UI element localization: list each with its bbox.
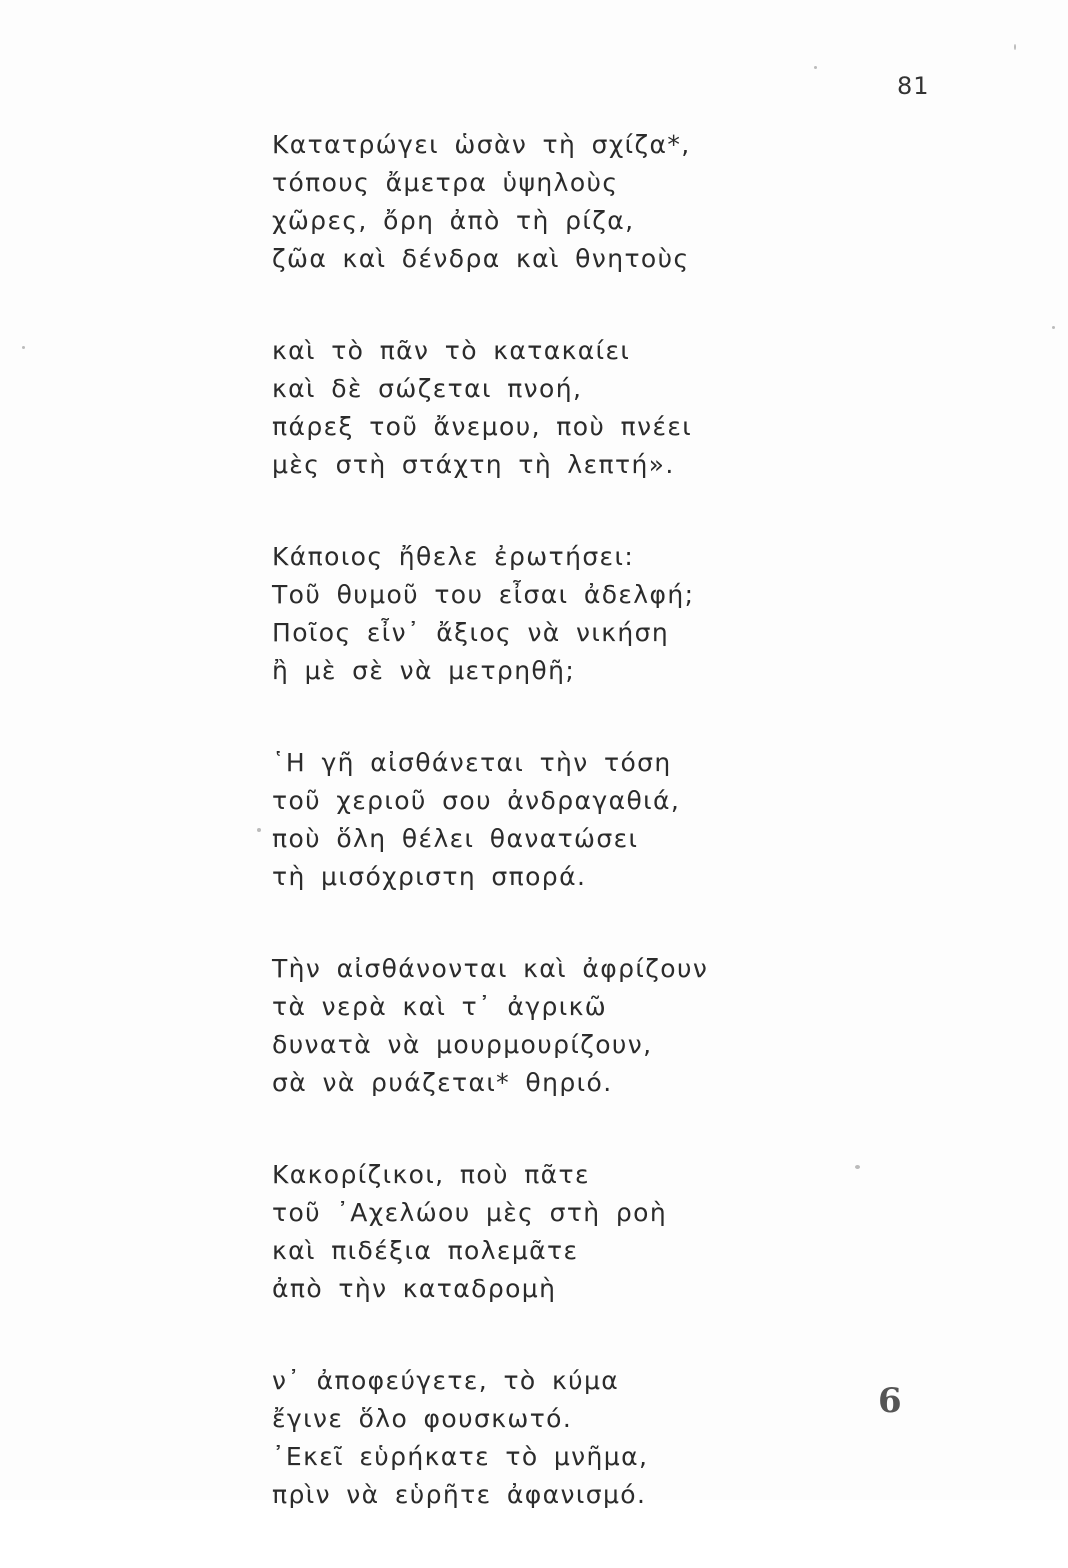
poem-line: πάρεξ τοῦ ἄνεμου, ποὺ πνέει bbox=[272, 412, 693, 441]
poem-line: Κατατρώγει ὡσὰν τὴ σχίζα*, bbox=[272, 130, 691, 159]
poem-line: ᾽Εκεῖ εὑρήκατε τὸ μνῆμα, bbox=[272, 1442, 649, 1471]
poem-line: Κάποιος ἤθελε ἐρωτήσει: bbox=[272, 542, 635, 571]
paper-speck bbox=[1014, 44, 1016, 50]
poem-line: ν᾽ ἀποφεύγετε, τὸ κύμα bbox=[272, 1366, 620, 1395]
poem-line: Κακορίζικοι, ποὺ πᾶτε bbox=[272, 1160, 590, 1189]
poem-line: Ποῖος εἶν᾽ ἄξιος νὰ νικήση bbox=[272, 618, 670, 647]
poem-line: τοῦ χεριοῦ σου ἀνδραγαθιά, bbox=[272, 786, 681, 815]
poem-line: χῶρες, ὄρη ἀπὸ τὴ ρίζα, bbox=[272, 206, 635, 235]
poem-line: τὴ μισόχριστη σπορά. bbox=[272, 862, 587, 891]
poem-line: δυνατὰ νὰ μουρμουρίζουν, bbox=[272, 1030, 653, 1059]
stanza bbox=[272, 1362, 832, 1514]
poem-line: ῾Η γῆ αἰσθάνεται τὴν τόση bbox=[272, 748, 672, 777]
stanza bbox=[272, 538, 832, 690]
stanza bbox=[272, 1156, 832, 1308]
poem-line: σὰ νὰ ρυάζεται* θηριό. bbox=[272, 1068, 613, 1097]
poem-line: καὶ πιδέξια πολεμᾶτε bbox=[272, 1236, 579, 1265]
poem-line: ποὺ ὅλη θέλει θανατώσει bbox=[272, 824, 639, 853]
stanza bbox=[272, 332, 832, 484]
poem-line: τὰ νερὰ καὶ τ᾽ ἀγρικῶ bbox=[272, 992, 608, 1021]
poem-line: πρὶν νὰ εὑρῆτε ἀφανισμό. bbox=[272, 1480, 647, 1509]
poem-line: καὶ τὸ πᾶν τὸ κατακαίει bbox=[272, 336, 631, 365]
paper-speck bbox=[257, 828, 261, 832]
poem-line: ἀπὸ τὴν καταδρομὴ bbox=[272, 1274, 557, 1303]
poem-line: μὲς στὴ στάχτη τὴ λεπτή». bbox=[272, 450, 675, 479]
poem-line: καὶ δὲ σώζεται πνοή, bbox=[272, 374, 583, 403]
poem bbox=[272, 126, 832, 1568]
stanza bbox=[272, 950, 832, 1102]
poem-line: Τὴν αἰσθάνονται καὶ ἀφρίζουν bbox=[272, 954, 709, 983]
handwritten-margin-mark: 6 bbox=[878, 1381, 902, 1421]
poem-line: ἢ μὲ σὲ νὰ μετρηθῆ; bbox=[272, 656, 576, 685]
paper-speck bbox=[1052, 326, 1055, 329]
stanza bbox=[272, 744, 832, 896]
paper-speck bbox=[855, 1165, 860, 1169]
stanza bbox=[272, 126, 832, 278]
paper-speck bbox=[22, 346, 25, 349]
poem-line: Τοῦ θυμοῦ του εἶσαι ἀδελφή; bbox=[272, 580, 695, 609]
page-number: 81 bbox=[897, 72, 930, 100]
poem-line: ζῶα καὶ δένδρα καὶ θνητοὺς bbox=[272, 244, 690, 273]
poem-line: ἔγινε ὅλο φουσκωτό. bbox=[272, 1404, 573, 1433]
paper-speck bbox=[814, 66, 817, 69]
poem-line: τοῦ ᾽Αχελώου μὲς στὴ ροὴ bbox=[272, 1198, 668, 1227]
poem-line: τόπους ἄμετρα ὑψηλοὺς bbox=[272, 168, 619, 197]
